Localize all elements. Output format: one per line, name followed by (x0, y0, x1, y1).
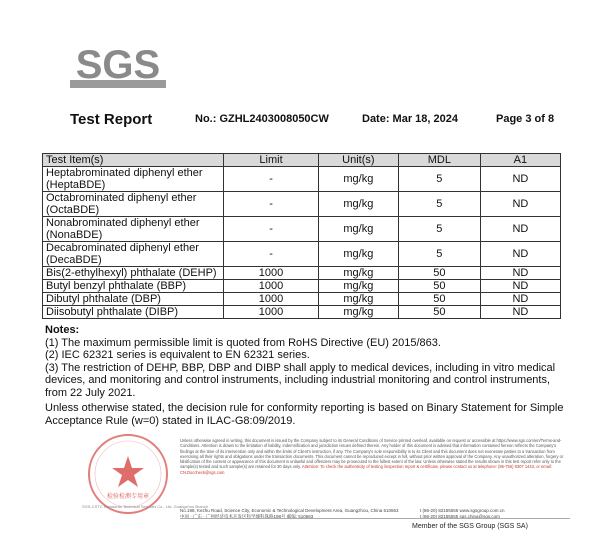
footer-divider (180, 518, 570, 519)
table-row (43, 167, 561, 192)
table-row (43, 306, 561, 319)
footer-address-en: No.198, Kezhu Road, Science City, Economic & Technological Development Area, Guangzhou, China 510663 (180, 508, 399, 513)
table-row (43, 280, 561, 293)
mdl-cell: 5 (398, 217, 480, 242)
authenticity-notice: Attention: To check the authenticity of testing /inspection report & certificate, please contact us at telephone: (86-755) 8307 1443, or email: CN.Doccheck@sgs.com (180, 464, 552, 475)
result-cell: ND (480, 267, 560, 280)
report-date: Date: Mar 18, 2024 (362, 113, 458, 125)
unit-cell: mg/kg (318, 242, 398, 267)
limit-cell: 1000 (224, 280, 319, 293)
test-item: Heptabrominated diphenyl ether (HeptaBDE) (43, 167, 224, 192)
test-item: Bis(2-ethylhexyl) phthalate (DEHP) (43, 267, 224, 280)
sgs-logo-text: SGS (75, 43, 161, 87)
report-number: No.: GZHL2403008050CW (195, 113, 329, 125)
test-item: Diisobutyl phthalate (DIBP) (43, 306, 224, 319)
unit-cell: mg/kg (318, 192, 398, 217)
limit-cell: - (224, 192, 319, 217)
note-item: (3) The restriction of DEHP, BBP, DBP and DIBP shall apply to medical devices, including in vitro medical devices, and monitoring and control instruments, including industrial monitoring and control instruments, from 22 July 2021. (45, 361, 556, 399)
result-cell: ND (480, 167, 560, 192)
test-item: Butyl benzyl phthalate (BBP) (43, 280, 224, 293)
page-number: Page 3 of 8 (496, 113, 555, 125)
limit-cell: - (224, 167, 319, 192)
mdl-cell: 5 (398, 242, 480, 267)
unit-cell: mg/kg (318, 167, 398, 192)
mdl-cell: 5 (398, 192, 480, 217)
result-cell: ND (480, 280, 560, 293)
sgs-logo (68, 40, 168, 90)
notes-heading: Notes: (45, 324, 80, 336)
report-title: Test Report (70, 111, 153, 128)
legal-disclaimer (180, 438, 568, 475)
unit-cell: mg/kg (318, 217, 398, 242)
limit-cell: 1000 (224, 293, 319, 306)
footer-contact-1: t (86-20) 82155555 www.sgsgroup.com.cn (420, 508, 505, 513)
star-icon (112, 456, 144, 487)
footer-address-cn: 中国 · 广东 · 广州经济技术开发区科学城科珠路198号 邮编: 510663 (180, 514, 314, 519)
result-cell: ND (480, 242, 560, 267)
table-row (43, 242, 561, 267)
notes-section (45, 324, 565, 427)
table-row (43, 192, 561, 217)
unit-cell: mg/kg (318, 280, 398, 293)
footer-contact-2: t (86-20) 82155555 sgs.china@sgs.com (420, 514, 500, 519)
mdl-cell: 50 (398, 306, 480, 319)
seal-caption: SGS-CSTC Standards Technical Services Co., Ltd. Guangzhou Branch (82, 504, 208, 509)
result-cell: ND (480, 217, 560, 242)
result-cell: ND (480, 293, 560, 306)
limit-cell: - (224, 242, 319, 267)
test-item: Dibutyl phthalate (DBP) (43, 293, 224, 306)
unit-cell: mg/kg (318, 267, 398, 280)
note-item: (2) IEC 62321 series is equivalent to EN 62321 series. (45, 349, 310, 361)
test-item: Decabrominated diphenyl ether (DecaBDE) (43, 242, 224, 267)
result-cell: ND (480, 192, 560, 217)
table-header-row (43, 154, 561, 167)
column-header: Unit(s) (318, 154, 398, 167)
unit-cell: mg/kg (318, 293, 398, 306)
column-header: Test Item(s) (43, 154, 224, 167)
decision-rule: Unless otherwise stated, the decision rule for conformity reporting is based on Binary Statement for Simple Acceptance Rule (w=0) stated in ILAC-G8:09/2019. (45, 402, 564, 427)
column-header: Limit (224, 154, 319, 167)
sgs-member-text: Member of the SGS Group (SGS SA) (412, 523, 528, 530)
mdl-cell: 5 (398, 167, 480, 192)
table-row (43, 267, 561, 280)
limit-cell: 1000 (224, 306, 319, 319)
mdl-cell: 50 (398, 280, 480, 293)
column-header: A1 (480, 154, 560, 167)
mdl-cell: 50 (398, 267, 480, 280)
column-header: MDL (398, 154, 480, 167)
mdl-cell: 50 (398, 293, 480, 306)
unit-cell: mg/kg (318, 306, 398, 319)
disclaimer-text: Unless otherwise agreed in writing, this document is issued by the Company subject to its General Conditions of Service printed overleaf, available on request or accessible at https://www.sgs.com/en/Terms-and-Conditions. Attention is drawn to the limitation of liability, indemnification and jurisdiction issues defined therein. Any holder of this document is advised that information contained hereon reflects the Company's findings at the time of its intervention only and within the limits of Client's instruction, if any. The Company's sole responsibility is to its Client and this document does not exonerate parties to a transaction from exercising all their rights and obligations under the transaction documents. This document cannot be reproduced except in full, without prior written approval of the Company. Any unauthorized alteration, forgery or falsification of the content or appearance of this document is unlawful and offenders may be prosecuted to the fullest extent of the law. Unless otherwise stated the results shown in this test report refer only to the sample(s) tested and such sample(s) are retained for 30 days only. (180, 438, 564, 470)
note-item: (1) The maximum permissible limit is quoted from RoHS Directive (EU) 2015/863. (45, 336, 441, 349)
table-row (43, 217, 561, 242)
results-table (42, 153, 561, 319)
limit-cell: - (224, 217, 319, 242)
result-cell: ND (480, 306, 560, 319)
test-item: Octabrominated diphenyl ether (OctaBDE) (43, 192, 224, 217)
seal-center-text: 检验检测专用章 (106, 493, 150, 500)
limit-cell: 1000 (224, 267, 319, 280)
test-item: Nonabrominated diphenyl ether (NonaBDE) (43, 217, 224, 242)
table-row (43, 293, 561, 306)
